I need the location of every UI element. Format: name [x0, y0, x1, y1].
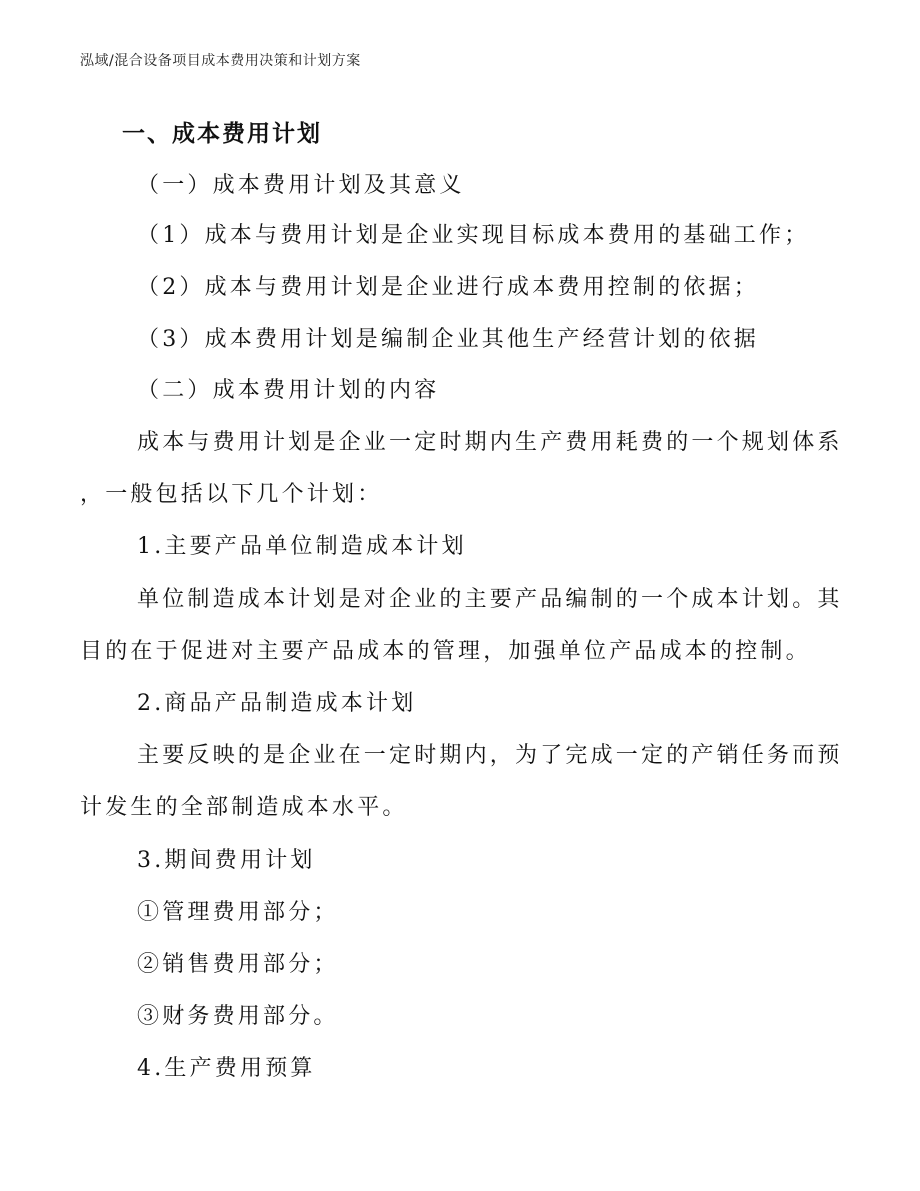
subsection-heading: （一）成本费用计划及其意义 — [137, 173, 465, 198]
paragraph-line: 主要反映的是企业在一定时期内，为了完成一定的产销任务而预 — [137, 743, 843, 768]
item-heading: 4.生产费用预算 — [137, 1056, 316, 1081]
paragraph-line: 单位制造成本计划是对企业的主要产品编制的一个成本计划。其 — [137, 587, 843, 612]
item-heading: 1.主要产品单位制造成本计划 — [137, 534, 467, 559]
paragraph-line: 目的在于促进对主要产品成本的管理，加强单位产品成本的控制。 — [80, 639, 811, 664]
list-item: ③财务费用部分。 — [137, 1004, 339, 1029]
list-item: （1）成本与费用计划是企业实现目标成本费用的基础工作； — [137, 223, 810, 248]
list-item: ②销售费用部分； — [137, 952, 339, 977]
list-item: （2）成本与费用计划是企业进行成本费用控制的依据； — [137, 275, 759, 300]
list-item: （3）成本费用计划是编制企业其他生产经营计划的依据 — [137, 327, 759, 352]
item-heading: 3.期间费用计划 — [137, 848, 316, 873]
paragraph-line: ，一般包括以下几个计划： — [80, 482, 383, 507]
subsection-heading: （二）成本费用计划的内容 — [137, 378, 440, 403]
list-item: ①管理费用部分； — [137, 900, 339, 925]
section-title: 一、成本费用计划 — [122, 121, 322, 147]
paragraph-line: 计发生的全部制造成本水平。 — [80, 795, 408, 820]
item-heading: 2.商品产品制造成本计划 — [137, 691, 417, 716]
paragraph-line: 成本与费用计划是企业一定时期内生产费用耗费的一个规划体系 — [137, 430, 843, 455]
running-header: 泓域/混合设备项目成本费用决策和计划方案 — [80, 53, 361, 69]
